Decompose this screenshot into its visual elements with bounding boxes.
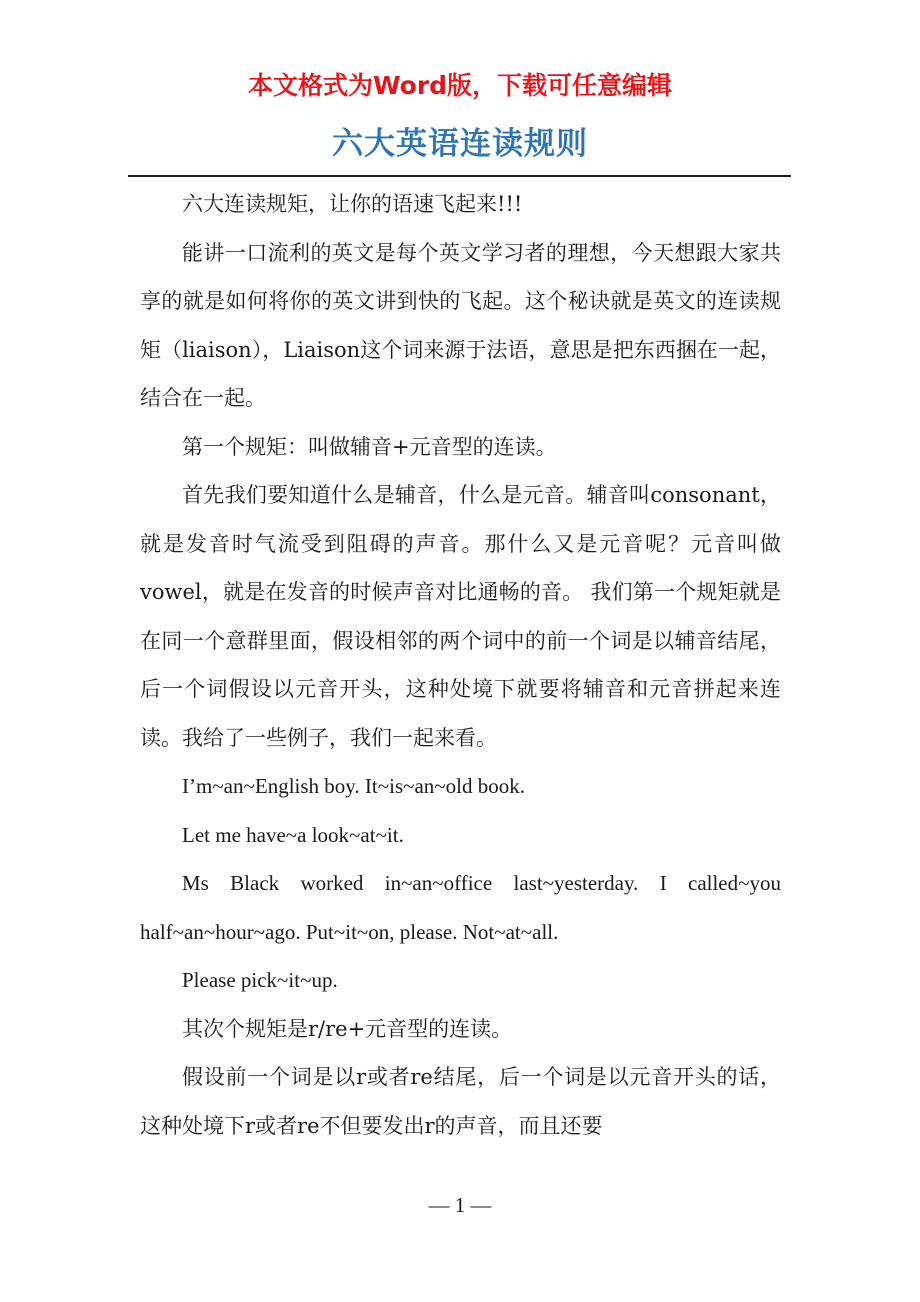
paragraph-rule-two-explanation: 假设前一个词是以r或者re结尾，后一个词是以元音开头的话，这种处境下r或者re不但要发出r的声音，而且还要 — [140, 1065, 781, 1138]
paragraph-intro: 六大连读规矩，让你的语速飞起来!!! — [182, 192, 523, 216]
example-line: Let me have~a look~at~it. — [182, 822, 404, 847]
example-line: Ms Black worked in~an~office last~yesterday. I called~you half~an~hour~ago. Put~it~on, please. Not~at~all. — [140, 871, 781, 944]
title-divider — [128, 175, 791, 177]
document-title: 六大英语连读规则 — [332, 126, 588, 162]
paragraph-liaison: 能讲一口流利的英文是每个英文学习者的理想，今天想跟大家共享的就是如何将你的英文讲到快的飞起。这个秘诀就是英文的连读规矩（liaison），Liaison这个词来源于法语，意思是把东西捆在一起，结合在一起。 — [140, 240, 781, 410]
page-number: — 1 — — [428, 1193, 492, 1217]
paragraph-rule-one-heading: 第一个规矩：叫做辅音+元音型的连读。 — [182, 434, 557, 459]
document-body — [140, 180, 781, 1150]
download-banner: 本文格式为Word版，下载可任意编辑 — [247, 71, 673, 100]
example-line: I’m~an~English boy. It~is~an~old book. — [182, 774, 525, 798]
paragraph-rule-one-explanation: 首先我们要知道什么是辅音，什么是元音。辅音叫consonant，就是发音时气流受到阻碍的声音。那什么又是元音呢？元音叫做vowel，就是在发音的时候声音对比通畅的音。 我们第一个规矩就是在同一个意群里面，假设相邻的两个词中的前一个词是以辅音结尾，后一个词假设以元音开头，这种处境下就要将辅音和元音拼起来连读。我给了一些例子，我们一起来看。 — [140, 483, 781, 750]
example-line: Please pick~it~up. — [182, 968, 338, 992]
paragraph-rule-two-heading: 其次个规矩是r/re+元音型的连读。 — [182, 1016, 513, 1041]
